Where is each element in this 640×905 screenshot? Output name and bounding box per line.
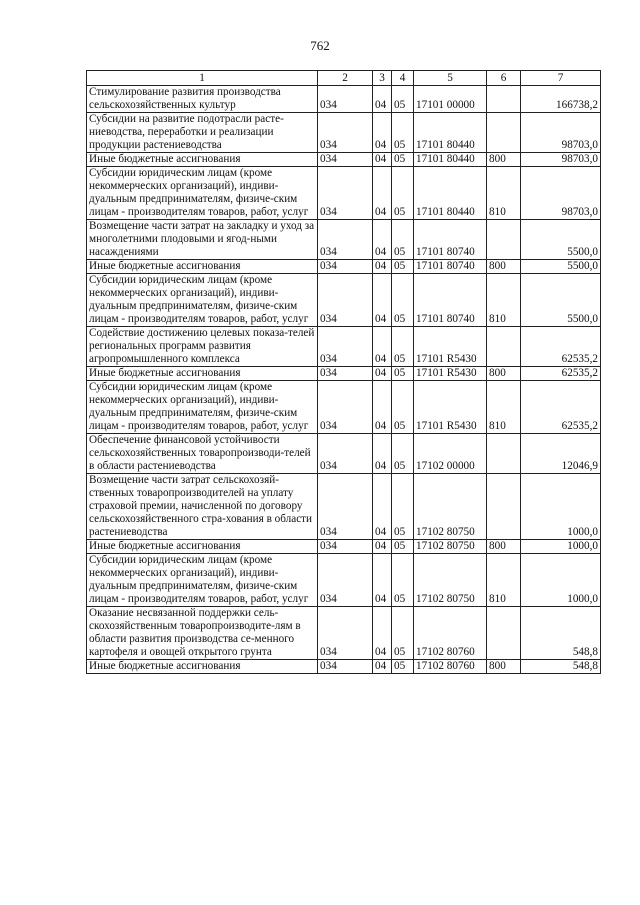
row-sum-cell: 62535,2 (521, 381, 601, 434)
header-row (87, 71, 601, 86)
row-cs-cell: 17102 80750 (414, 540, 487, 554)
row-name-cell: Иные бюджетные ассигнования (87, 660, 318, 674)
row-gr-cell: 034 (318, 660, 373, 674)
row-rz-cell: 04 (373, 327, 392, 367)
row-rz-cell: 04 (373, 381, 392, 434)
row-name-cell: Иные бюджетные ассигнования (87, 367, 318, 381)
row-name-cell: Возмещение части затрат сельскохозяй-ственных товаропроизводителей на уплату страховой премии, начисленной по договору сельскохозяйственного стра-хования в области растениеводства (87, 474, 318, 540)
row-cs-cell: 17102 80750 (414, 474, 487, 540)
row-rz-cell: 04 (373, 113, 392, 153)
row-name-cell: Иные бюджетные ассигнования (87, 153, 318, 167)
table-row (87, 434, 601, 474)
table-row (87, 113, 601, 153)
header-col-2: 2 (318, 71, 373, 86)
row-sum-cell: 5500,0 (521, 220, 601, 260)
table-row (87, 607, 601, 660)
row-vr-cell (487, 327, 521, 367)
row-sum-cell: 1000,0 (521, 540, 601, 554)
row-cs-cell: 17101 80440 (414, 153, 487, 167)
row-name-cell: Обеспечение финансовой устойчивости сельскохозяйственных товаропроизводи-телей в области растениеводства (87, 434, 318, 474)
row-pr-cell: 05 (392, 434, 414, 474)
row-gr-cell: 034 (318, 381, 373, 434)
row-sum-cell: 5500,0 (521, 274, 601, 327)
row-vr-cell: 800 (487, 660, 521, 674)
row-cs-cell: 17101 R5430 (414, 327, 487, 367)
row-pr-cell: 05 (392, 540, 414, 554)
table-row (87, 260, 601, 274)
row-vr-cell: 810 (487, 274, 521, 327)
row-sum-cell: 62535,2 (521, 327, 601, 367)
row-name-cell: Субсидии юридическим лицам (кроме некоммерческих организаций), индиви-дуальным предпринимателям, физиче-ским лицам - производителям товаров, работ, услуг (87, 274, 318, 327)
table-row (87, 274, 601, 327)
table-row (87, 381, 601, 434)
row-pr-cell: 05 (392, 274, 414, 327)
row-sum-cell: 1000,0 (521, 474, 601, 540)
header-col-1: 1 (87, 71, 318, 86)
row-vr-cell: 800 (487, 153, 521, 167)
row-vr-cell: 800 (487, 260, 521, 274)
row-vr-cell (487, 474, 521, 540)
row-pr-cell: 05 (392, 381, 414, 434)
row-rz-cell: 04 (373, 540, 392, 554)
row-sum-cell: 548,8 (521, 607, 601, 660)
row-pr-cell: 05 (392, 86, 414, 113)
table-body (87, 86, 601, 674)
row-name-cell: Субсидии юридическим лицам (кроме некоммерческих организаций), индиви-дуальным предпринимателям, физиче-ским лицам - производителям товаров, работ, услуг (87, 554, 318, 607)
table-row (87, 153, 601, 167)
page-number: 762 (310, 38, 330, 53)
row-name-cell: Содействие достижению целевых показа-телей региональных программ развития агропромышленного комплекса (87, 327, 318, 367)
row-rz-cell: 04 (373, 153, 392, 167)
row-rz-cell: 04 (373, 367, 392, 381)
row-pr-cell: 05 (392, 474, 414, 540)
row-sum-cell: 98703,0 (521, 167, 601, 220)
table-row (87, 474, 601, 540)
row-gr-cell: 034 (318, 540, 373, 554)
row-sum-cell: 12046,9 (521, 434, 601, 474)
row-name-cell: Оказание несвязанной поддержки сель-скохозяйственным товаропроизводите-лям в области развития производства се-менного картофеля и овощей открытого грунта (87, 607, 318, 660)
row-name-cell: Субсидии юридическим лицам (кроме некоммерческих организаций), индиви-дуальным предпринимателям, физиче-ским лицам - производителям товаров, работ, услуг (87, 381, 318, 434)
row-rz-cell: 04 (373, 260, 392, 274)
row-pr-cell: 05 (392, 660, 414, 674)
row-sum-cell: 1000,0 (521, 554, 601, 607)
row-gr-cell: 034 (318, 260, 373, 274)
table-row (87, 220, 601, 260)
row-pr-cell: 05 (392, 260, 414, 274)
row-vr-cell: 810 (487, 554, 521, 607)
row-cs-cell: 17101 80740 (414, 274, 487, 327)
row-rz-cell: 04 (373, 660, 392, 674)
row-gr-cell: 034 (318, 434, 373, 474)
row-vr-cell: 800 (487, 540, 521, 554)
row-vr-cell (487, 434, 521, 474)
row-rz-cell: 04 (373, 554, 392, 607)
row-rz-cell: 04 (373, 434, 392, 474)
table-row (87, 327, 601, 367)
row-cs-cell: 17101 80740 (414, 260, 487, 274)
row-gr-cell: 034 (318, 86, 373, 113)
table-row (87, 167, 601, 220)
row-gr-cell: 034 (318, 607, 373, 660)
row-sum-cell: 166738,2 (521, 86, 601, 113)
row-vr-cell: 800 (487, 367, 521, 381)
row-cs-cell: 17101 80440 (414, 113, 487, 153)
row-rz-cell: 04 (373, 607, 392, 660)
row-cs-cell: 17102 80760 (414, 607, 487, 660)
row-name-cell: Стимулирование развития производства сельскохозяйственных культур (87, 86, 318, 113)
header-col-7: 7 (521, 71, 601, 86)
row-sum-cell: 98703,0 (521, 153, 601, 167)
table-header (87, 71, 601, 86)
row-cs-cell: 17101 R5430 (414, 381, 487, 434)
row-pr-cell: 05 (392, 220, 414, 260)
row-rz-cell: 04 (373, 167, 392, 220)
row-pr-cell: 05 (392, 367, 414, 381)
row-gr-cell: 034 (318, 113, 373, 153)
table-row (87, 540, 601, 554)
row-pr-cell: 05 (392, 113, 414, 153)
header-col-6: 6 (487, 71, 521, 86)
row-vr-cell (487, 86, 521, 113)
row-rz-cell: 04 (373, 274, 392, 327)
row-pr-cell: 05 (392, 167, 414, 220)
header-col-5: 5 (414, 71, 487, 86)
row-name-cell: Иные бюджетные ассигнования (87, 260, 318, 274)
row-rz-cell: 04 (373, 86, 392, 113)
row-name-cell: Возмещение части затрат на закладку и уход за многолетними плодовыми и ягод-ными насаждениями (87, 220, 318, 260)
row-cs-cell: 17101 80740 (414, 220, 487, 260)
row-pr-cell: 05 (392, 153, 414, 167)
row-cs-cell: 17102 00000 (414, 434, 487, 474)
row-pr-cell: 05 (392, 554, 414, 607)
row-sum-cell: 5500,0 (521, 260, 601, 274)
row-name-cell: Субсидии юридическим лицам (кроме некоммерческих организаций), индиви-дуальным предпринимателям, физиче-ским лицам - производителям товаров, работ, услуг (87, 167, 318, 220)
row-pr-cell: 05 (392, 607, 414, 660)
table-row (87, 367, 601, 381)
row-rz-cell: 04 (373, 474, 392, 540)
row-cs-cell: 17101 80440 (414, 167, 487, 220)
row-cs-cell: 17101 R5430 (414, 367, 487, 381)
row-vr-cell (487, 113, 521, 153)
row-cs-cell: 17102 80750 (414, 554, 487, 607)
row-name-cell: Иные бюджетные ассигнования (87, 540, 318, 554)
row-pr-cell: 05 (392, 327, 414, 367)
row-gr-cell: 034 (318, 167, 373, 220)
row-cs-cell: 17102 80760 (414, 660, 487, 674)
row-gr-cell: 034 (318, 474, 373, 540)
row-gr-cell: 034 (318, 554, 373, 607)
row-vr-cell (487, 607, 521, 660)
row-vr-cell: 810 (487, 381, 521, 434)
row-gr-cell: 034 (318, 327, 373, 367)
budget-table (86, 70, 601, 674)
table-row (87, 554, 601, 607)
row-gr-cell: 034 (318, 274, 373, 327)
table-row (87, 660, 601, 674)
row-gr-cell: 034 (318, 220, 373, 260)
row-gr-cell: 034 (318, 367, 373, 381)
row-cs-cell: 17101 00000 (414, 86, 487, 113)
row-sum-cell: 98703,0 (521, 113, 601, 153)
row-name-cell: Субсидии на развитие подотрасли расте-ниеводства, переработки и реализации продукции растениеводства (87, 113, 318, 153)
row-sum-cell: 62535,2 (521, 367, 601, 381)
row-rz-cell: 04 (373, 220, 392, 260)
row-vr-cell: 810 (487, 167, 521, 220)
header-col-4: 4 (392, 71, 414, 86)
header-col-3: 3 (373, 71, 392, 86)
row-gr-cell: 034 (318, 153, 373, 167)
row-sum-cell: 548,8 (521, 660, 601, 674)
row-vr-cell (487, 220, 521, 260)
table-row (87, 86, 601, 113)
